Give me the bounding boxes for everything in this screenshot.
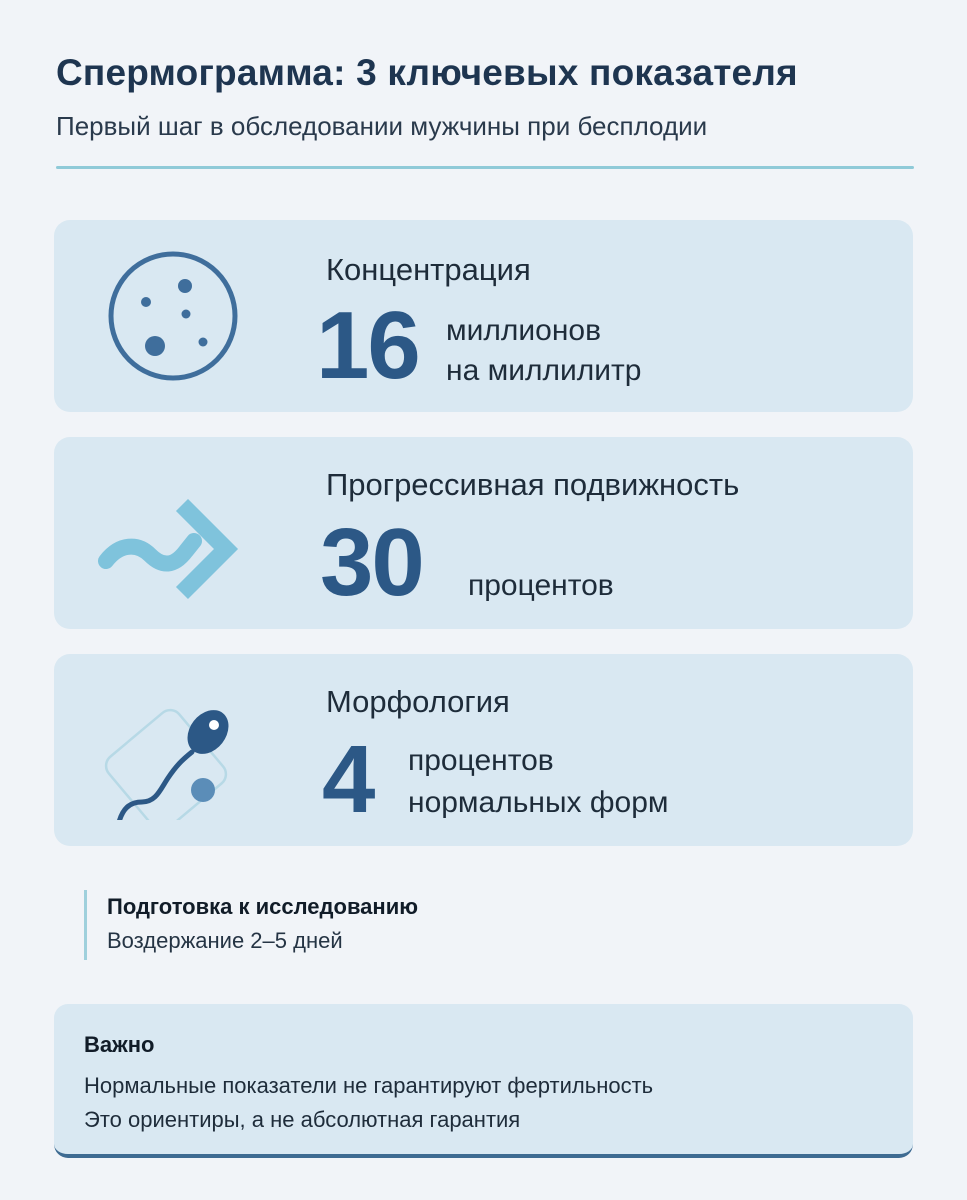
sample-dish-icon <box>98 246 248 386</box>
header-divider <box>56 166 914 169</box>
motility-value: 30 <box>320 509 423 616</box>
page-subtitle: Первый шаг в обследовании мужчины при бесплодии <box>56 111 708 141</box>
note-line-2: Это ориентиры, а не абсолютная гарантия <box>84 1107 521 1132</box>
motility-label: Прогрессивная подвижность <box>326 467 740 502</box>
header <box>56 48 914 144</box>
morphology-card <box>54 654 913 846</box>
sperm-cell-icon <box>98 680 248 820</box>
concentration-card <box>54 220 913 412</box>
preparation-block <box>84 890 418 960</box>
important-note <box>54 1004 913 1158</box>
motility-arrow-icon <box>98 463 248 603</box>
note-line-1: Нормальные показатели не гарантируют фертильность <box>84 1073 654 1098</box>
concentration-label: Концентрация <box>326 252 531 287</box>
preparation-text: Воздержание 2–5 дней <box>107 928 343 953</box>
motility-card <box>54 437 913 629</box>
preparation-title: Подготовка к исследованию <box>107 894 419 919</box>
page-title: Спермограмма: 3 ключевых показателя <box>56 52 798 93</box>
motility-unit: процентов <box>468 569 614 602</box>
concentration-unit-line1: миллионов <box>446 314 602 347</box>
morphology-label: Морфология <box>326 684 510 719</box>
morphology-unit-line2: нормальных форм <box>408 786 669 819</box>
concentration-value: 16 <box>316 292 419 399</box>
morphology-unit-line1: процентов <box>408 744 554 777</box>
note-title: Важно <box>84 1032 155 1057</box>
morphology-value: 4 <box>322 726 374 833</box>
concentration-unit-line2: на миллилитр <box>446 354 642 387</box>
